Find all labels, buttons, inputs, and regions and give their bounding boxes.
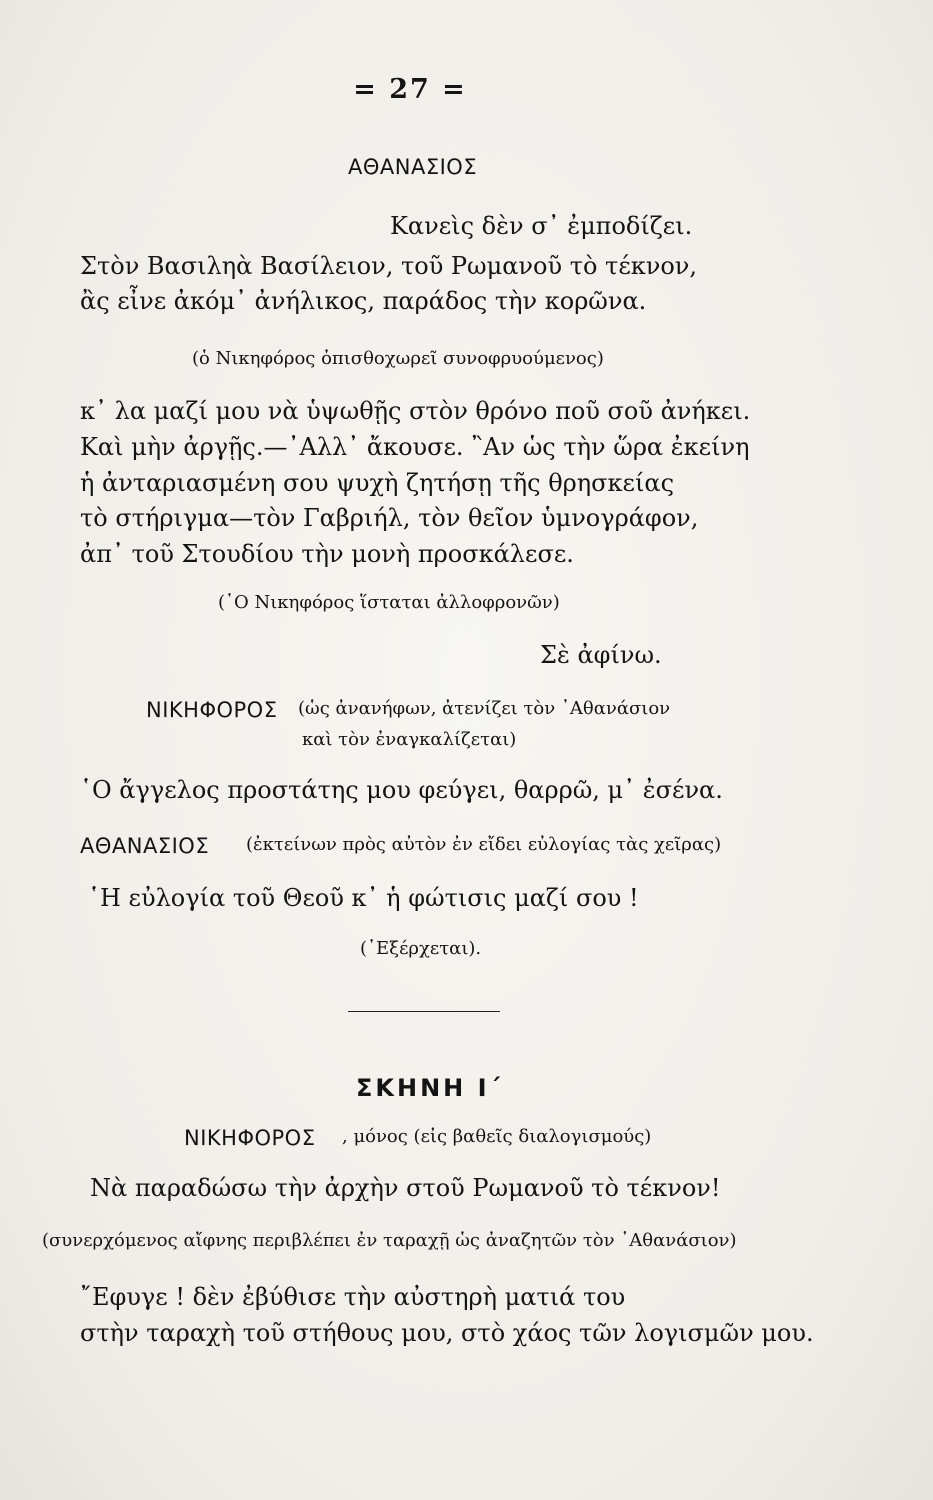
verse-line: κ᾽ λα μαζί μου νὰ ὑψωθῇς στὸν θρόνο ποῦ σοῦ ἀνήκει. — [80, 397, 751, 425]
verse-line: ἀπ᾽ τοῦ Στουδίου τὴν μονὴ προσκάλεσε. — [80, 540, 574, 568]
scene-title: ΣΚΗΝΗ Ι΄ — [356, 1074, 504, 1102]
speaker-name: ΑΘΑΝΑΣΙΟΣ — [80, 834, 210, 858]
speaker-name: ΑΘΑΝΑΣΙΟΣ — [348, 155, 478, 179]
verse-line: Στὸν Βασιληὰ Βασίλειον, τοῦ Ρωμανοῦ τὸ τέκνον, — [80, 252, 698, 280]
stage-direction: (συνερχόμενος αἴφνης περιβλέπει ἐν ταραχῇ ὡς ἀναζητῶν τὸν ᾽Αθανάσιον) — [42, 1230, 737, 1251]
verse-line: Νὰ παραδώσω τὴν ἀρχὴν στοῦ Ρωμανοῦ τὸ τέκνον! — [90, 1174, 721, 1202]
stage-direction: (῾Ο Νικηφόρος ἵσταται ἀλλοφρονῶν) — [218, 592, 560, 613]
verse-line: ῾Η εὐλογία τοῦ Θεοῦ κ᾽ ἡ φώτισις μαζί σου ! — [88, 884, 639, 912]
stage-direction: , μόνος (εἰς βαθεῖς διαλογισμούς) — [342, 1126, 652, 1147]
section-divider — [348, 1011, 500, 1012]
stage-direction: (ἐκτείνων πρὸς αὐτὸν ἐν εἴδει εὐλογίας τὰς χεῖρας) — [246, 834, 722, 855]
verse-line: Σὲ ἀφίνω. — [540, 641, 662, 669]
verse-line: ῎Εφυγε ! δὲν ἐβύθισε τὴν αὐστηρὴ ματιά του — [80, 1283, 626, 1311]
verse-line: στὴν ταραχὴ τοῦ στήθους μου, στὸ χάος τῶν λογισμῶν μου. — [80, 1319, 814, 1347]
verse-line: ἂς εἶνε ἀκόμ᾽ ἀνήλικος, παράδος τὴν κορῶνα. — [80, 287, 647, 315]
verse-line: ἡ ἀνταριασμένη σου ψυχὴ ζητήσῃ τῆς θρησκείας — [80, 469, 675, 497]
verse-line: Κανεὶς δὲν σ᾽ ἐμποδίζει. — [390, 212, 693, 240]
stage-direction: (ὁ Νικηφόρος ὀπισθοχωρεῖ συνοφρυούμενος) — [192, 348, 604, 369]
stage-direction: (᾽Εξέρχεται). — [360, 938, 482, 959]
stage-direction: (ὡς ἀνανήφων, ἀτενίζει τὸν ᾽Αθανάσιον — [298, 698, 671, 719]
speaker-name: ΝΙΚΗΦΟΡΟΣ — [146, 698, 278, 722]
page-number: = 27 = — [353, 74, 467, 105]
speaker-name: ΝΙΚΗΦΟΡΟΣ — [184, 1126, 316, 1150]
stage-direction: καὶ τὸν ἐναγκαλίζεται) — [302, 729, 517, 750]
verse-line: ῾Ο ἄγγελος προστάτης μου φεύγει, θαρρῶ, μ᾽ ἐσένα. — [80, 776, 723, 804]
verse-line: τὸ στήριγμα—τὸν Γαβριήλ, τὸν θεῖον ὑμνογράφον, — [80, 504, 699, 532]
verse-line: Καὶ μὴν ἀργῇς.—᾽Αλλ᾽ ἄκουσε. ῍Αν ὡς τὴν ὥρα ἐκείνη — [80, 433, 750, 461]
